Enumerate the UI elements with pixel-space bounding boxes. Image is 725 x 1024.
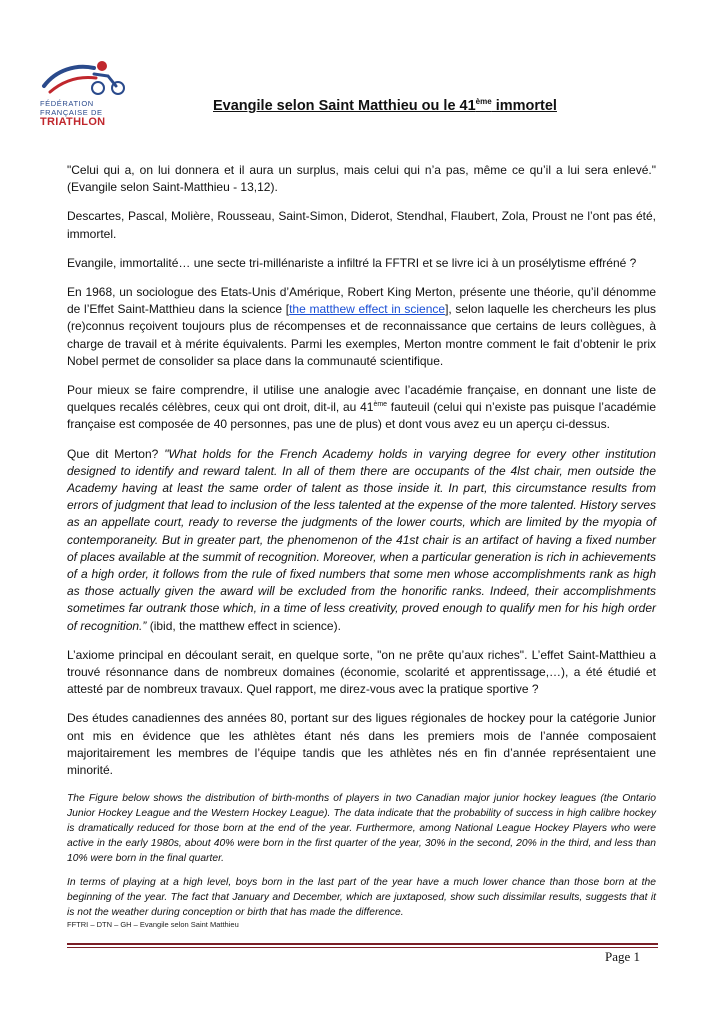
title-superscript: ème <box>475 97 492 106</box>
paragraph-merton-quote <box>67 446 656 635</box>
paragraph-quote-matthieu: "Celui qui a, on lui donnera et il aura un surplus, mais celui qui n’a pas, même ce qu’il a lui sera enlevé." (Evangile selon Saint-Matthieu - 13,12). <box>67 163 656 195</box>
merton-quote-source: (ibid, the matthew effect in science). <box>146 618 341 633</box>
footer-note: FFTRI – DTN – GH – Evangile selon Saint Matthieu <box>67 920 239 929</box>
logo-line-federation: FÉDÉRATION <box>40 99 94 108</box>
document-body <box>67 162 656 929</box>
page-number: Page 1 <box>605 949 641 964</box>
page-title <box>213 97 557 114</box>
footer-rule-thin <box>67 947 658 948</box>
merton-quote-intro: Que dit Merton? <box>67 446 165 461</box>
merton-quote-text: "What holds for the French Academy holds in varying degree for every other institution designed to identify and reward talent. In all of them there are occupants of the 4lst chair, men outside the Academy having at least the same order of talent as those inside it. In part, this circumstance results from errors of judgment that lead to inclusion of the less talented at the expense of the more talented. History serves as an appellate court, ready to reverse the judgments of the lower courts, which are limited by the myopia of contemporaneity. But in greater part, the phenomenon of the 41st chair is an artifact of having a fixed number of places available at the summit of recognition. Moreover, when a particular generation is rich in achievements of a high order, it follows from the rule of fixed numbers that some men whose accomplishments rank as high as those actually given the award will be excluded from the honorific ranks. Indeed, their accomplishments sometimes far outrank those which, in a time of less creativity, proved enough to qualify men for his high order of recognition.” <box>67 446 656 633</box>
matthew-effect-link[interactable]: the matthew effect in science <box>289 302 446 317</box>
paragraph-figure-text: The Figure below shows the distribution of birth-months of players in two Canadian major junior hockey leagues (the Ontario Junior Hockey League and the Western Hockey League). The data indicate that the probability of success in high calibre hockey is dramatically reduced for those born at the end of the year. Furthermore, among National League Hockey Players who were active in the early 1980s, about 40% were born in the first quarter of the year, 30% in the second, 20% in the third, and less than 10% were born in the final quarter. <box>67 793 656 865</box>
logo-line-francaise: FRANÇAISE DE <box>40 108 103 117</box>
merton-text-end: ], selon laquelle les chercheurs les plus (re)connus reçoivent toujours plus de récompenses et de reconnaissance que certains de leurs collègues, à charge de travail et à mérite équivalents. Parmi les exemples, Merton montre comment le fait d’obtenir le prix Nobel permet de consolider sa place dans la communauté scientifique. <box>67 302 657 368</box>
fftri-logo <box>36 52 126 128</box>
academie-text-start: Pour mieux se faire comprendre, il utilise une analogie avec l’académie française, en donnant une liste de quelques recalés célèbres, ceux qui ont droit, dit-il, au 41 <box>67 383 656 415</box>
academie-text-end: fauteuil (celui qui n’existe pas puisque l’académie française est composée de 40 personnes, pas une de plus) et dont vous avez eu un aperçu ci-dessus. <box>67 400 657 432</box>
footer-rule-thick <box>67 943 658 945</box>
title-end: immortel <box>491 98 557 114</box>
paragraph-merton-theory <box>67 284 656 370</box>
logo-line-triathlon: TRIATHLON <box>40 116 106 128</box>
paragraph-academie <box>67 382 656 434</box>
merton-text-start: En 1968, un sociologue des Etats-Unis d’Amérique, Robert King Merton, présente une théorie, qu’il dénomme de l’Effet Saint-Matthieu dans la science [ <box>67 285 656 317</box>
figure-description <box>67 791 656 920</box>
title-main: Evangile selon Saint Matthieu ou le 41 <box>213 98 476 114</box>
triathlon-emblem-icon <box>36 52 126 100</box>
paragraph-immortals: Descartes, Pascal, Molière, Rousseau, Saint-Simon, Diderot, Stendhal, Flaubert, Zola, Proust ne l’ont pas été, immortel. <box>67 209 656 241</box>
paragraph-axiom: L’axiome principal en découlant serait, en quelque sorte, "on ne prête qu’aux riches". L’effet Saint-Matthieu a trouvé résonnance dans de nombreux domaines (économie, scolarité et apprentissage,…), a été étudié et attesté par de nombreux travaux. Quel rapport, me direz-vous avec la pratique sportive ? <box>67 647 656 697</box>
academie-superscript: ème <box>373 401 388 409</box>
paragraph-canadian-studies: Des études canadiennes des années 80, portant sur des ligues régionales de hockey pour la catégorie Junior ont mis en évidence que les athlètes étant nés dans les premiers mois de l’année composaient majoritairement les membres de l’équipe tandis que les athlètes nés en fin d’année représentaient une minorité. <box>67 711 656 778</box>
paragraph-playing-level: In terms of playing at a high level, boys born in the last part of the year have a much lower chance than those born at the beginning of the year. The fact that January and December, which are juxtaposed, show such dissimilar results, suggests that it is not the weather during conception or birth that has made the difference. <box>67 877 656 919</box>
paragraph-sect: Evangile, immortalité… une secte tri-millénariste a infiltré la FFTRI et se livre ici à un prosélytisme effréné ? <box>67 255 637 270</box>
